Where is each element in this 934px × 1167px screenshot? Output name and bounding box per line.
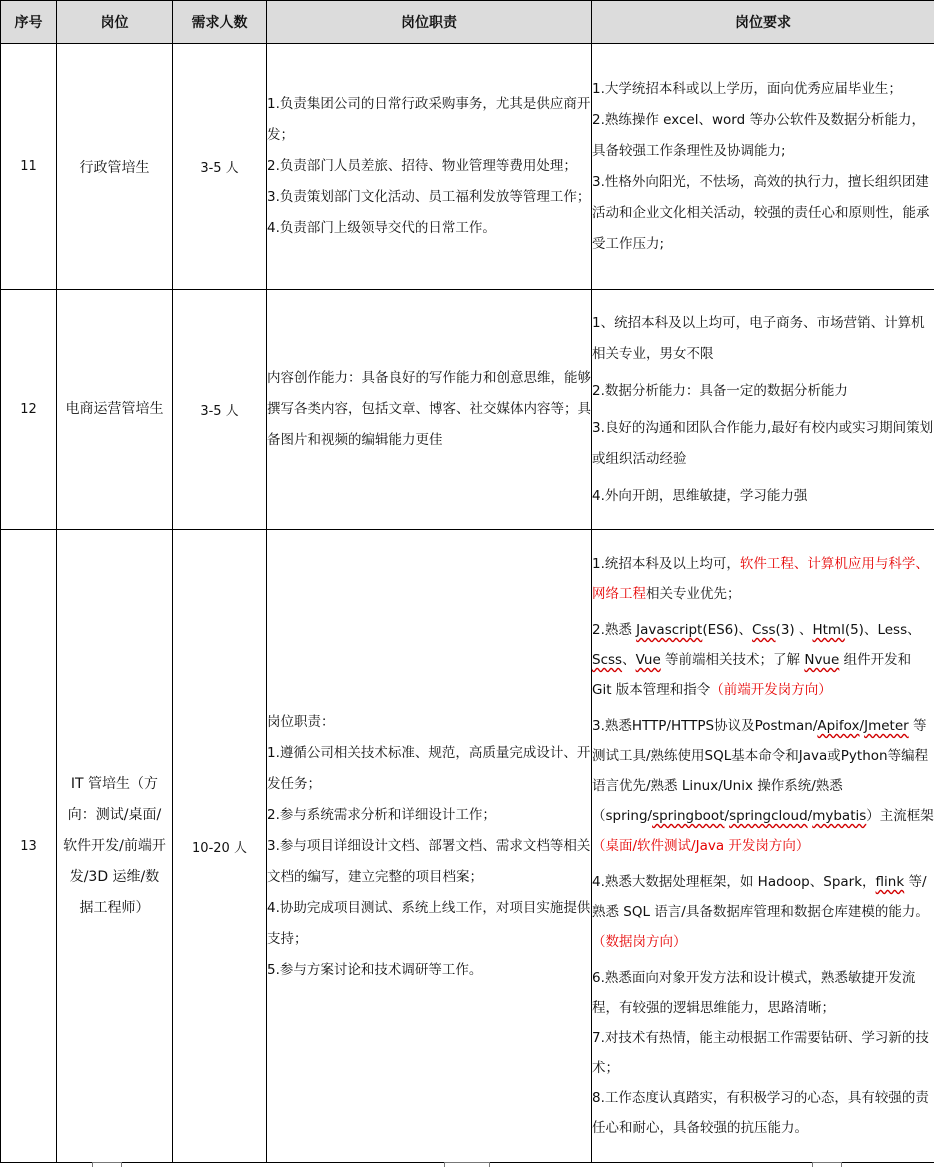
header-position: 岗位 <box>57 1 173 44</box>
duties-cell <box>267 530 592 1163</box>
requirement-item: 2.熟悉 Javascript(ES6)、Css(3) 、Html(5)、Less、Scss、Vue 等前端相关技术；了解 Nvue 组件开发和 Git 版本管理和指令（前端开发岗方向） <box>592 615 934 705</box>
requirements-cell <box>592 290 934 530</box>
position-name: 电商运营管培生 <box>57 290 173 530</box>
direction-tag: （桌面/软件测试/Java 开发岗方向） <box>592 838 809 854</box>
duty-item: 1.遵循公司相关技术标准、规范，高质量完成设计、开发任务； <box>267 738 591 800</box>
requirement-item: 3.良好的沟通和团队合作能力,最好有校内或实习期间策划或组织活动经验 <box>592 413 934 475</box>
requirement-item: 4.外向开朗，思维敏捷，学习能力强 <box>592 481 934 512</box>
requirement-item: 2.熟练操作 excel、word 等办公软件及数据分析能力，具备较强工作条理性及协调能力; <box>592 105 934 167</box>
requirement-item: 1、统招本科及以上均可，电子商务、市场营销、计算机相关专业，男女不限 <box>592 308 934 370</box>
requirements-cell <box>592 530 934 1163</box>
requirement-item: 7.对技术有热情，能主动根据工作需要钻研、学习新的技术； <box>592 1023 934 1083</box>
duties-cell <box>267 290 592 530</box>
row-number: 12 <box>1 290 57 530</box>
row-number: 11 <box>1 44 57 290</box>
table-row <box>1 44 934 290</box>
position-name: IT 管培生（方向：测试/桌面/ 软件开发/前端开发/3D 运维/数据工程师） <box>57 530 173 1163</box>
header-no: 序号 <box>1 1 57 44</box>
requirements-cell <box>592 44 934 290</box>
continuation-rule <box>92 1162 122 1167</box>
row-number: 13 <box>1 530 57 1163</box>
requirement-item: 2.数据分析能力：具备一定的数据分析能力 <box>592 376 934 407</box>
direction-tag: （前端开发岗方向） <box>710 682 832 698</box>
duties-cell <box>267 44 592 290</box>
duties-title: 岗位职责： <box>267 707 591 738</box>
duty-item: 5.参与方案讨论和技术调研等工作。 <box>267 955 591 986</box>
duty-item: 2.负责部门人员差旅、招待、物业管理等费用处理； <box>267 151 591 182</box>
duty-item: 内容创作能力：具备良好的写作能力和创意思维，能够撰写各类内容，包括文章、博客、社交媒体内容等；具备图片和视频的编辑能力更佳 <box>267 363 591 456</box>
requirement-item: 6.熟悉面向对象开发方法和设计模式，熟悉敏捷开发流程，有较强的逻辑思维能力，思路清晰； <box>592 963 934 1023</box>
requirement-item: 3.性格外向阳光，不怯场，高效的执行力，擅长组织团建活动和企业文化相关活动，较强的责任心和原则性，能承受工作压力; <box>592 167 934 260</box>
header-requirements: 岗位要求 <box>592 1 934 44</box>
header-row <box>1 1 934 44</box>
direction-tag: （数据岗方向） <box>592 934 687 950</box>
requirement-item: 4.熟悉大数据处理框架，如 Hadoop、Spark，flink 等/熟悉 SQL 语言/具备数据库管理和数据仓库建模的能力。（数据岗方向） <box>592 867 934 957</box>
headcount: 3-5 人 <box>173 44 267 290</box>
duty-item: 4.负责部门上级领导交代的日常工作。 <box>267 213 591 244</box>
header-count: 需求人数 <box>173 1 267 44</box>
table-row <box>1 530 934 1163</box>
requirement-item: 3.熟悉HTTP/HTTPS协议及Postman/Apifox/Jmeter 等测试工具/熟练使用SQL基本命令和Java或Python等编程语言优先/熟悉 Linux/Unix 操作系统/熟悉（spring/springboot/springcloud/mybatis）主流框架（桌面/软件测试/Java 开发岗方向） <box>592 711 934 861</box>
duty-item: 3.负责策划部门文化活动、员工福利发放等管理工作； <box>267 182 591 213</box>
requirement-item: 8.工作态度认真踏实，有积极学习的心态，具有较强的责任心和耐心，具备较强的抗压能力。 <box>592 1083 934 1143</box>
header-duties: 岗位职责 <box>267 1 592 44</box>
continuation-rule <box>812 1162 842 1167</box>
continuation-rule <box>444 1162 490 1167</box>
duty-item: 3.参与项目详细设计文档、部署文档、需求文档等相关文档的编写，建立完整的项目档案； <box>267 831 591 893</box>
headcount: 3-5 人 <box>173 290 267 530</box>
requirement-item: 1.大学统招本科或以上学历，面向优秀应届毕业生； <box>592 74 934 105</box>
duty-item: 2.参与系统需求分析和详细设计工作； <box>267 800 591 831</box>
duty-item: 1.负责集团公司的日常行政采购事务，尤其是供应商开发； <box>267 89 591 151</box>
requirement-item: 1.统招本科及以上均可，软件工程、计算机应用与科学、网络工程相关专业优先； <box>592 549 934 609</box>
position-name: 行政管培生 <box>57 44 173 290</box>
headcount: 10-20 人 <box>173 530 267 1163</box>
preferred-majors: 软件工程、计算机应用与科学、网络工程 <box>592 556 929 602</box>
duty-item: 4.协助完成项目测试、系统上线工作，对项目实施提供支持； <box>267 893 591 955</box>
table-row <box>1 290 934 530</box>
